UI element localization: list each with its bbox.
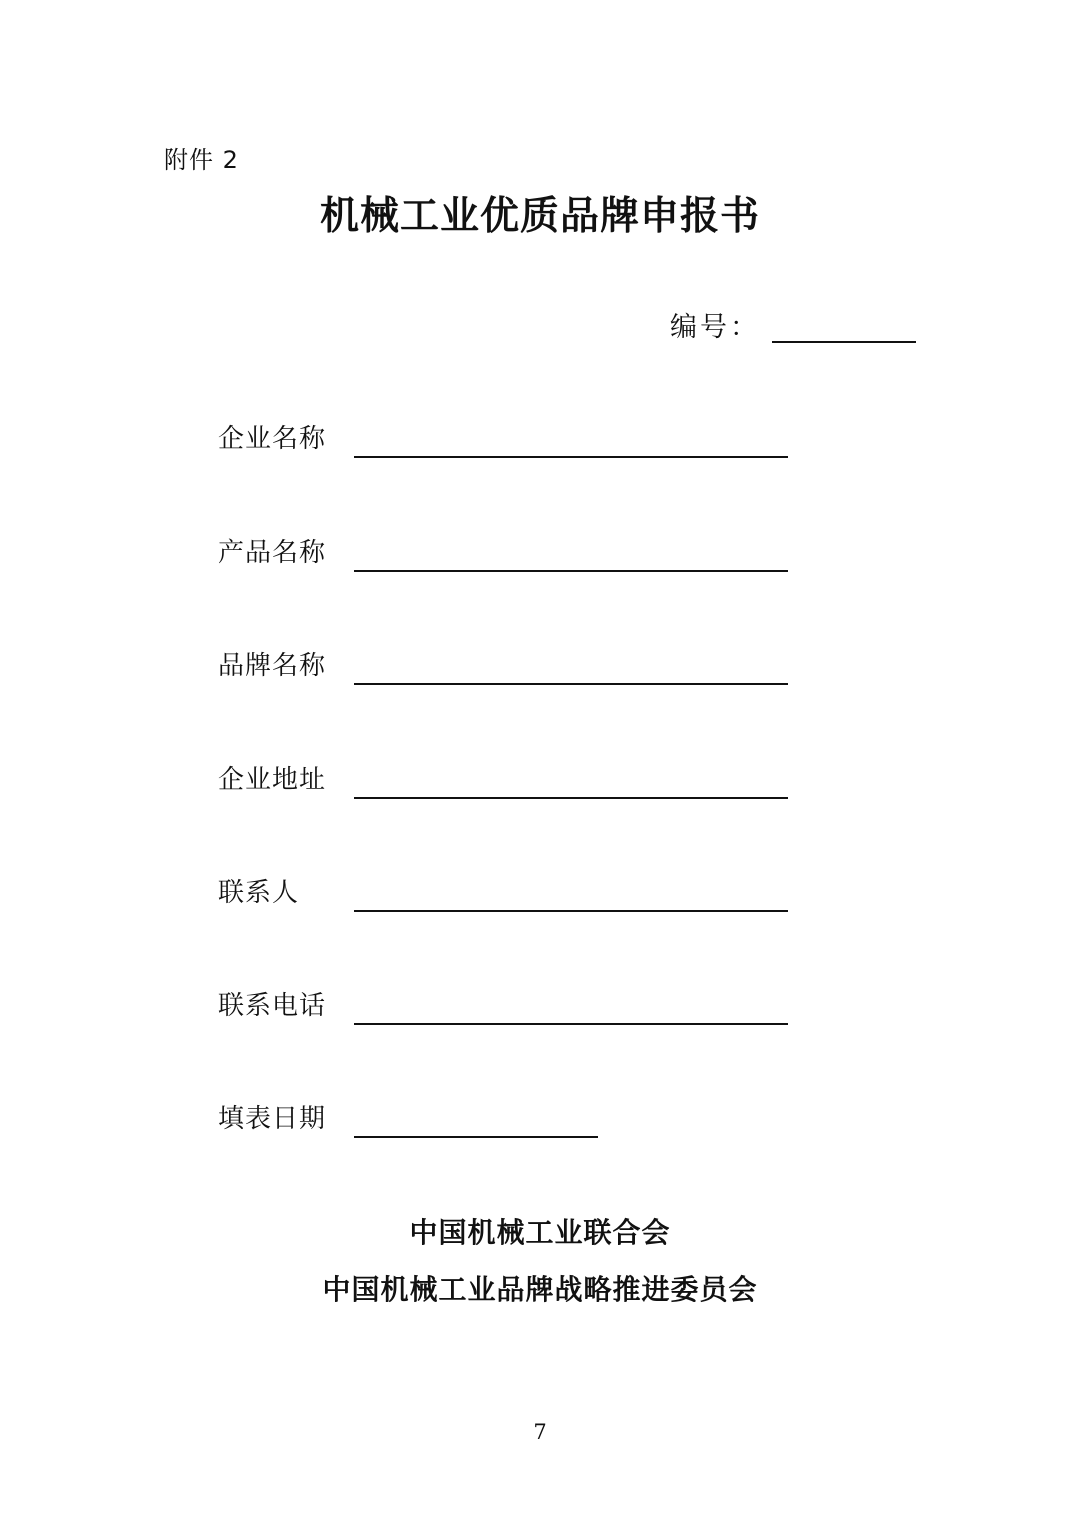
product-name-blank bbox=[354, 570, 788, 572]
fill-date-blank bbox=[354, 1136, 598, 1138]
serial-number-label: 编号： bbox=[670, 312, 760, 343]
serial-number-field bbox=[670, 310, 916, 346]
form-field-company-address bbox=[218, 759, 818, 799]
contact-person-label: 联系人 bbox=[218, 878, 300, 908]
form-field-product-name bbox=[218, 532, 818, 572]
contact-phone-label: 联系电话 bbox=[218, 991, 327, 1021]
page-title: 机械工业优质品牌申报书 bbox=[319, 194, 760, 239]
company-address-blank bbox=[354, 797, 788, 799]
company-address-label: 企业地址 bbox=[218, 765, 327, 795]
fill-date-label: 填表日期 bbox=[218, 1104, 327, 1134]
brand-name-label: 品牌名称 bbox=[218, 651, 327, 681]
contact-person-blank bbox=[354, 910, 788, 912]
organization-name-2: 中国机械工业品牌战略推进委员会 bbox=[322, 1273, 758, 1306]
brand-name-blank bbox=[354, 683, 788, 685]
contact-phone-blank bbox=[354, 1023, 788, 1025]
page-number: 7 bbox=[533, 1420, 547, 1444]
attachment-label: 附件 2 bbox=[164, 146, 239, 174]
form-field-contact-phone bbox=[218, 985, 818, 1025]
company-name-blank bbox=[354, 456, 788, 458]
form-field-company-name bbox=[218, 418, 818, 458]
serial-number-blank bbox=[772, 341, 916, 343]
company-name-label: 企业名称 bbox=[218, 424, 327, 454]
form-field-brand-name bbox=[218, 645, 818, 685]
form-field-fill-date bbox=[218, 1098, 818, 1138]
form-field-contact-person bbox=[218, 872, 818, 912]
organization-name-1: 中国机械工业联合会 bbox=[409, 1216, 671, 1249]
product-name-label: 产品名称 bbox=[218, 538, 327, 568]
